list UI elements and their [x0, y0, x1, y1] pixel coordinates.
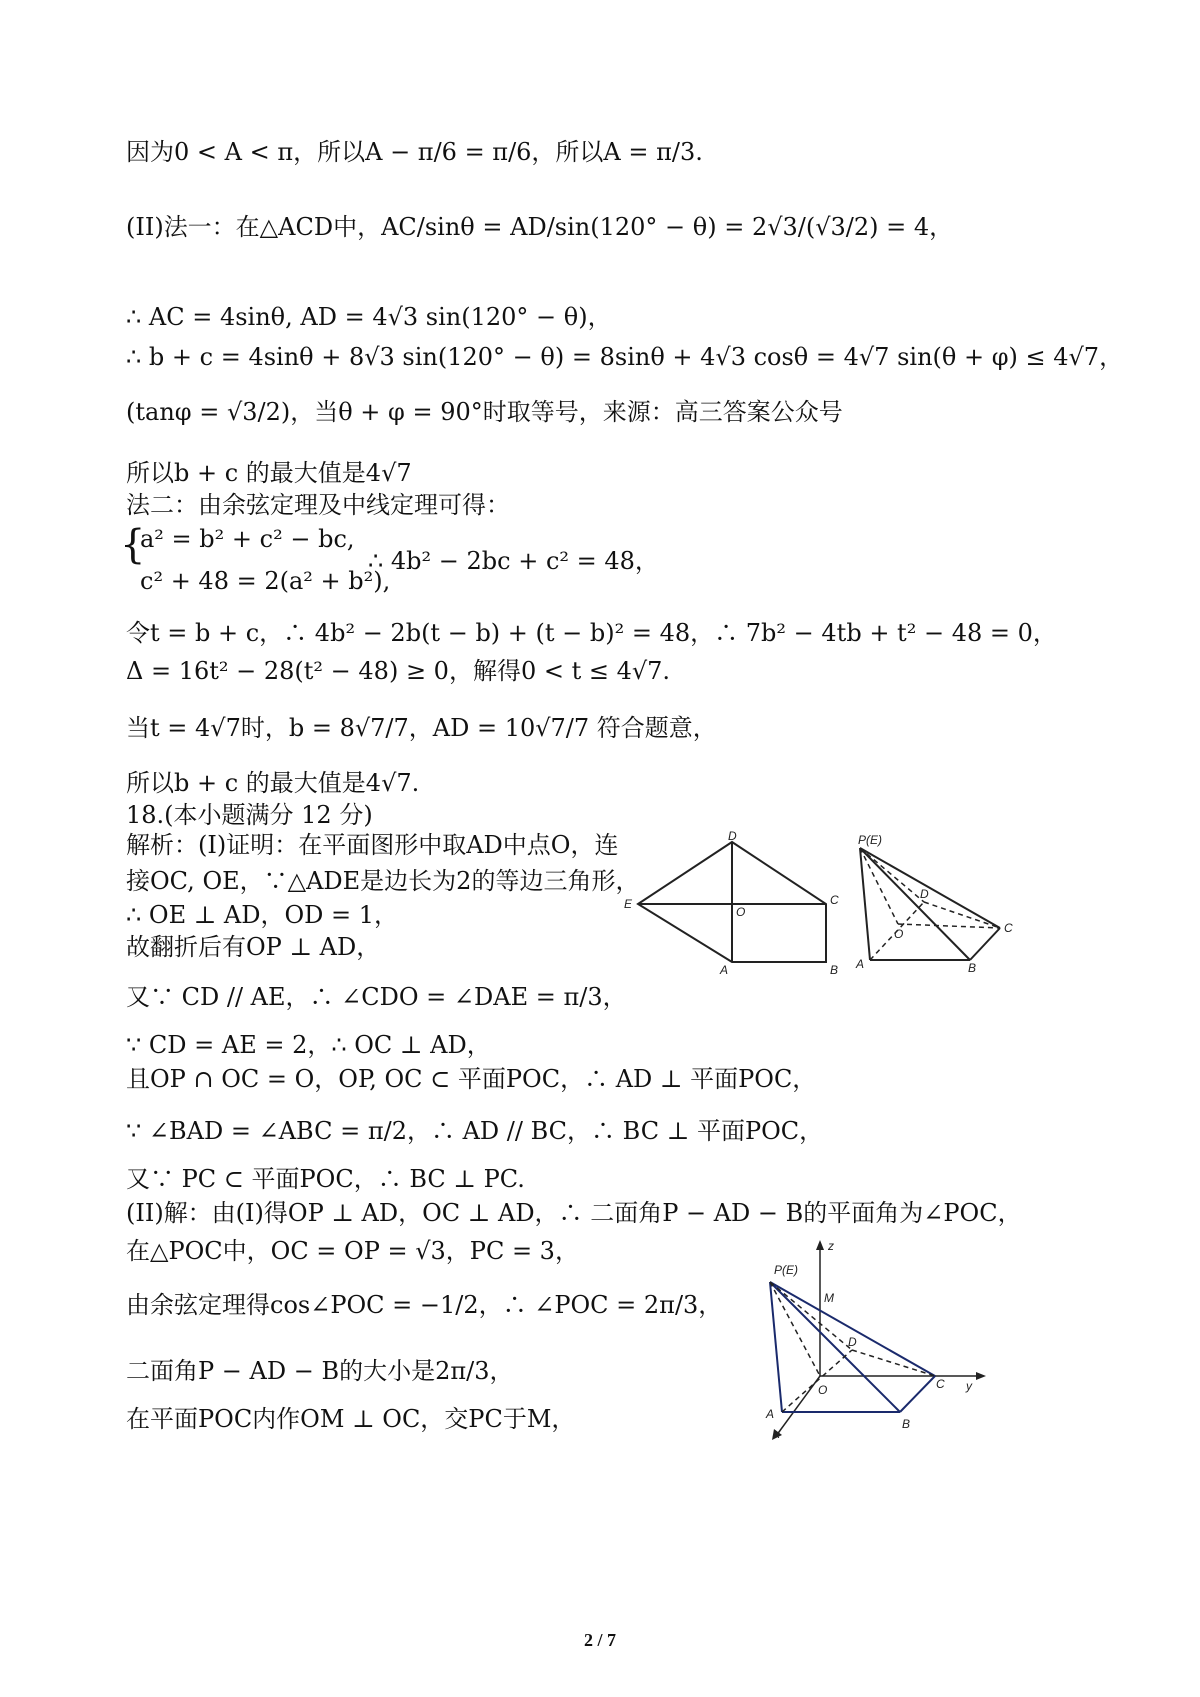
- text-line: ∵ ∠BAD = ∠ABC = π/2，∴ AD // BC，∴ BC ⊥ 平面POC，: [126, 1117, 824, 1145]
- label-y: y: [966, 1379, 972, 1393]
- text-line: 故翻折后有OP ⊥ AD，: [126, 933, 381, 961]
- label-p: P(E): [858, 833, 882, 847]
- folded-figure: [850, 830, 1020, 980]
- text-line: 18.(本小题满分 12 分): [126, 801, 373, 829]
- text-line: ∴ 4b² − 2bc + c² = 48，: [368, 547, 659, 575]
- text-line: c² + 48 = 2(a² + b²),: [140, 567, 391, 595]
- label-d: D: [848, 1335, 857, 1349]
- text-line: 接OC, OE，∵△ADE是边长为2的等边三角形，: [126, 867, 640, 895]
- label-c: C: [936, 1377, 945, 1391]
- text-line: (II)法一：在△ACD中，AC/sinθ = AD/sin(120° − θ) = 2√3/(√3/2) = 4，: [126, 213, 954, 241]
- text-line: 二面角P − AD − B的大小是2π/3，: [126, 1357, 514, 1385]
- text-line: 因为0 < A < π，所以A − π/6 = π/6，所以A = π/3.: [126, 138, 703, 166]
- text-line: 法二：由余弦定理及中线定理可得：: [126, 491, 510, 519]
- plane-figure: [620, 830, 850, 980]
- label-b: B: [902, 1417, 911, 1431]
- coordinate-figure: [760, 1230, 1000, 1450]
- text-line: (tanφ = √3/2)，当θ + φ = 90°时取等号，来源：高三答案公众号: [126, 398, 843, 426]
- label-d: D: [728, 830, 737, 843]
- label-c: C: [1004, 921, 1013, 935]
- page-number: 2 / 7: [583, 1630, 616, 1650]
- text-line: 当t = 4√7时，b = 8√7/7，AD = 10√7/7 符合题意，: [126, 714, 717, 742]
- label-o: O: [894, 927, 904, 941]
- label-b: B: [830, 963, 839, 977]
- brace: {: [120, 522, 146, 568]
- text-line: 在△POC中，OC = OP = √3，PC = 3，: [126, 1237, 579, 1265]
- label-a: A: [856, 957, 865, 971]
- text-line: 所以b + c 的最大值是4√7: [126, 459, 412, 487]
- text-line: Δ = 16t² − 28(t² − 48) ≥ 0，解得0 < t ≤ 4√7.: [126, 657, 671, 685]
- label-b: B: [968, 961, 977, 975]
- label-p: P(E): [774, 1263, 798, 1277]
- label-z: z: [828, 1239, 834, 1253]
- label-x: x: [774, 1427, 780, 1441]
- text-line: 且OP ∩ OC = O，OP, OC ⊂ 平面POC，∴ AD ⊥ 平面POC，: [126, 1065, 817, 1093]
- text-line: 令t = b + c，∴ 4b² − 2b(t − b) + (t − b)² = 48，∴ 7b² − 4tb + t² − 48 = 0，: [126, 619, 1057, 647]
- text-line: ∴ b + c = 4sinθ + 8√3 sin(120° − θ) = 8sinθ + 4√3 cosθ = 4√7 sin(θ + φ) ≤ 4√7，: [126, 343, 1124, 371]
- text-line: ∴ OE ⊥ AD，OD = 1，: [126, 901, 399, 929]
- label-a: A: [720, 963, 729, 977]
- label-o: O: [818, 1383, 828, 1397]
- text-line: 又∵ CD // AE，∴ ∠CDO = ∠DAE = π/3，: [126, 983, 627, 1011]
- text-line: 又∵ PC ⊂ 平面POC，∴ BC ⊥ PC.: [126, 1165, 525, 1193]
- text-line: 在平面POC内作OM ⊥ OC，交PC于M，: [126, 1405, 576, 1433]
- text-line: a² = b² + c² − bc,: [140, 525, 355, 553]
- text-line: ∴ AC = 4sinθ, AD = 4√3 sin(120° − θ)，: [126, 303, 612, 331]
- label-e: E: [624, 897, 633, 911]
- label-a: A: [766, 1407, 775, 1421]
- label-o: O: [736, 905, 746, 919]
- text-line: 所以b + c 的最大值是4√7.: [126, 769, 420, 797]
- text-line: ∵ CD = AE = 2，∴ OC ⊥ AD，: [126, 1031, 491, 1059]
- text-line: (II)解：由(I)得OP ⊥ AD，OC ⊥ AD，∴ 二面角P − AD − B的平面角为∠POC，: [126, 1199, 1022, 1227]
- label-m: M: [824, 1291, 834, 1305]
- text-line: 解析：(I)证明：在平面图形中取AD中点O，连: [126, 831, 619, 859]
- label-c: C: [830, 893, 839, 907]
- label-d: D: [920, 887, 929, 901]
- text-line: 由余弦定理得cos∠POC = −1/2，∴ ∠POC = 2π/3，: [126, 1291, 723, 1319]
